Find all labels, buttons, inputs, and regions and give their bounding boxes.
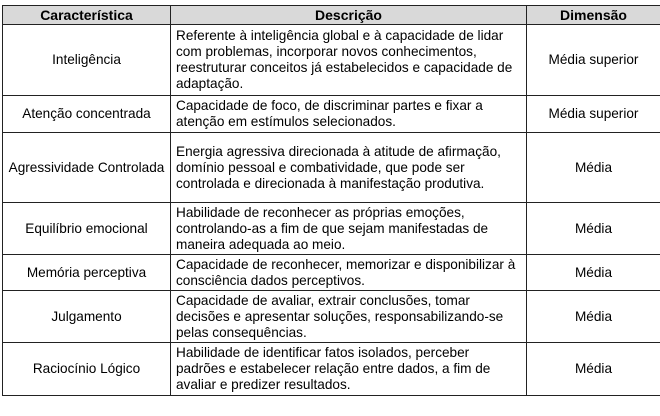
table-row	[3, 96, 660, 133]
row-dimension: Média	[527, 343, 660, 396]
row-description: Referente à inteligência global e à capacidade de lidar com problemas, incorporar novos conhecimentos, reestruturar conceitos já estabelecidos e capacidade de adaptação.	[171, 25, 527, 96]
header-descricao: Descrição	[171, 6, 527, 25]
row-description: Energia agressiva direcionada à atitude de afirmação, domínio pessoal e combatividade, que pode ser controlada e direcionada à manifestação produtiva.	[171, 133, 527, 203]
row-dimension: Média superior	[527, 25, 660, 96]
row-dimension: Média	[527, 203, 660, 255]
table-row	[3, 25, 660, 96]
header-caracteristica: Característica	[3, 6, 171, 25]
row-description: Habilidade de identificar fatos isolados, perceber padrões e estabelecer relação entre dados, a fim de avaliar e predizer resultados.	[171, 343, 527, 396]
table-row	[3, 203, 660, 255]
row-dimension: Média	[527, 133, 660, 203]
table-row	[3, 255, 660, 291]
table-row	[3, 343, 660, 396]
row-description: Habilidade de reconhecer as próprias emoções, controlando-as a fim de que sejam manifestadas de maneira adequada ao meio.	[171, 203, 527, 255]
row-characteristic: Julgamento	[3, 291, 171, 343]
header-dimensao: Dimensão	[527, 6, 660, 25]
row-characteristic: Equilíbrio emocional	[3, 203, 171, 255]
row-description: Capacidade de foco, de discriminar partes e fixar a atenção em estímulos selecionados.	[171, 96, 527, 133]
row-description: Capacidade de avaliar, extrair conclusões, tomar decisões e apresentar soluções, responsabilizando-se pelas consequências.	[171, 291, 527, 343]
row-description: Capacidade de reconhecer, memorizar e disponibilizar à consciência dados perceptivos.	[171, 255, 527, 291]
row-dimension: Média	[527, 291, 660, 343]
characteristics-table	[2, 5, 660, 396]
row-dimension: Média	[527, 255, 660, 291]
table-row	[3, 291, 660, 343]
row-characteristic: Agressividade Controlada	[3, 133, 171, 203]
row-characteristic: Atenção concentrada	[3, 96, 171, 133]
table-row	[3, 133, 660, 203]
row-dimension: Média superior	[527, 96, 660, 133]
row-characteristic: Memória perceptiva	[3, 255, 171, 291]
table-header-row	[3, 6, 660, 25]
row-characteristic: Raciocínio Lógico	[3, 343, 171, 396]
row-characteristic: Inteligência	[3, 25, 171, 96]
